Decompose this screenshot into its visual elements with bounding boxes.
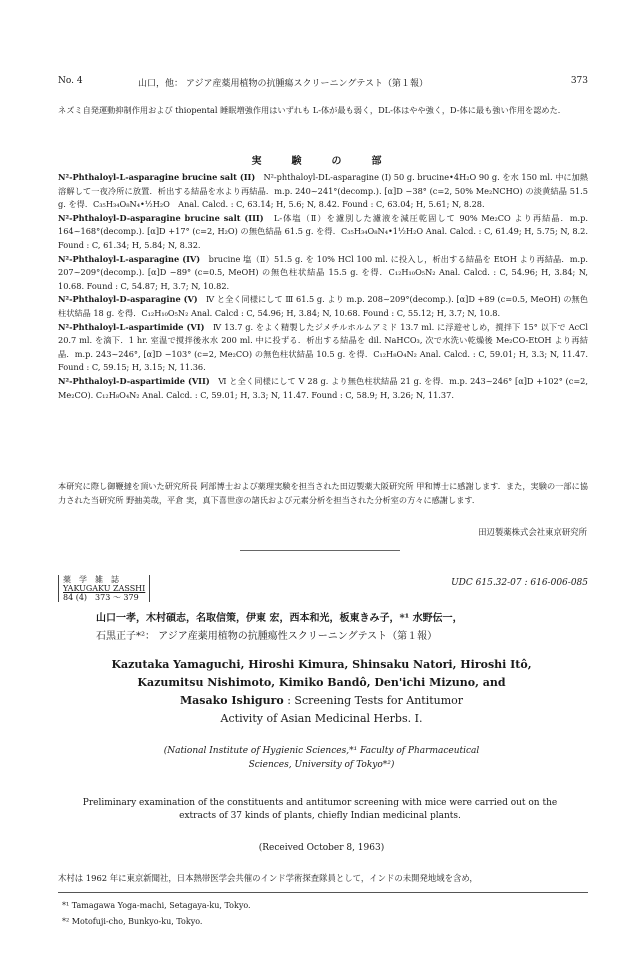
compound-title: N²-Phthaloyl-D-asparagine brucine salt (III) [58,212,264,223]
section-divider [240,550,400,551]
journal-name-jp: 薬 学 雑 誌 [63,575,119,584]
compound-title: N²-Phthaloyl-L-asparagine brucine salt (II) [58,172,256,182]
abstract: Preliminary examination of the constituents and antitumor screening with mice were carried out on the extracts of 37 kinds of plants, chiefly Indian medicinal plants. [82,798,558,821]
compound-procedure: N²-phthaloyl-DL-asparagine (Ⅰ) 50 g. brucine•4H₂O 90 g. を水 150 ml. 中に加熱溶解して一夜冷所に放置．析出する結晶を水より再結晶．m.p. 240~241°(decomp.). [α]D −38° (c=2, 50% Me₂NCHO) の淡黄結晶 51.5 g. を得．C₃₅H₃₄O₈N₄•½H₂O Anal. Calcd. : C, 63.14; H, 5.6; N, 8.42. Found : C, 63.04; H, 5.61; N, 8.28. [58,172,588,210]
affiliation: 田辺製薬株式会社東京研究所 [478,527,587,537]
author-title-line: Masako Ishiguro : Screening Tests for Antitumor [179,694,464,707]
paper-title-en: Screening Tests for Antitumor [294,694,464,707]
previous-paper-conclusion: ネズミ自発運動抑制作用および thiopental 睡眠増強作用はいずれも L-体が最も弱く，DL-体はやや強く，D-体に最も強い作用を認めた． [58,105,566,115]
compound-procedure: brucine 塩（Ⅱ）51.5 g. を 10% HCl 100 ml. に投入し，析出する結晶を EtOH より再結晶．m.p. 207~209°(decomp.). [α]D −89° (c=0.5, MeOH) の無色柱状結晶 15.5 g. を得．C₁₂H₁₀O₅N₂ Anal. Calcd. : C, 54.96; H, 3.84; N, 10.68. Found : C, 54.87; H, 3.7; N, 10.82. [58,253,588,291]
compound-title: N²-Phthaloyl-L-asparagine (IV) [58,253,201,264]
paper-title-en-cont: Activity of Asian Medicinal Herbs. I. [220,712,423,725]
author-names-line: Kazumitsu Nishimoto, Kimiko Bandô, Den'ichi Mizuno, and [137,676,506,689]
section-heading-experimental: 実 験 の 部 [251,156,392,167]
page-number: 373 [570,76,588,86]
compound-procedure: Ⅳ と全く同様にして Ⅲ 61.5 g. より m.p. 208~209°(decomp.). [α]D +89 (c=0.5, MeOH) の無色柱状結晶 18 g. を得．C₁₂H₁₀O₅N₂ Anal. Calcd : C, 54.96; H, 3.84; N, 10.68. Found : C, 55.12; H, 3.7; N, 10.8. [58,294,588,318]
experimental-entry [58,253,588,294]
experimental-entry [58,171,588,212]
experimental-entry [58,375,588,402]
authors-english [0,656,643,728]
compound-title: N²-Phthaloyl-D-asparagine (V) [58,294,198,305]
compound-procedure: Ⅵ と全く同様にして Ⅴ 28 g. より無色柱状結晶 21 g. を得．m.p. 243~246° [α]D +102° (c=2, Me₂CO). C₁₂H₈O₄N₂ Anal. Calcd. : C, 59.01; H, 3.3; N, 11.47. Found : C, 58.9; H, 3.26; N, 11.37. [58,375,588,400]
journal-citation-box [58,575,150,602]
running-title: 山口，他： アジア産薬用植物の抗腫瘍スクリーニングテスト（第１報） [138,79,428,89]
footnote: *¹ Tamagawa Yoga-machi, Setagaya-ku, Tokyo. [62,901,251,910]
authors-jp-line: 山口一孝，木村碩志，名取信策，伊東 宏，西本和光，板東きみ子，*¹ 水野伝一， [96,613,463,624]
last-author: Masako Ishiguro [179,694,284,707]
received-date: (Received October 8, 1963) [258,843,385,853]
compound-title: N²-Phthaloyl-L-aspartimide (VI) [58,321,205,332]
footnote-divider [58,892,588,893]
author-names-line: Kazutaka Yamaguchi, Hiroshi Kimura, Shinsaku Natori, Hiroshi Itô, [111,658,532,671]
authors-jp-title-line: 石黒正子*²： アジア産薬用植物の抗腫瘍性スクリーニングテスト（第１報） [96,631,438,642]
footnote: *² Motofuji-cho, Bunkyo-ku, Tokyo. [62,917,203,926]
udc-classification: UDC 615.32-07 : 616-006-085 [451,578,588,588]
introduction-text: 木村は 1962 年に東京新聞社，日本熱帯医学会共催のインド学術探査隊員として，インドの未開発地域を含め， [58,873,478,883]
institution-line: (National Institute of Hygienic Sciences,*¹ Faculty of Pharmaceutical [163,746,480,756]
institution-line: Sciences, University of Tokyo*²) [248,760,395,770]
experimental-entry [58,321,588,375]
acknowledgement: 本研究に際し御鞭撻を頂いた研究所長 阿部博士および薬理実験を担当された田辺製薬大阪研究所 甲和博士に感謝します．また，実験の一部に協力された当研究所 野抽美哉，平倉 実，真下喜世彦の諸氏および元素分析を担当された分析室の方々に感謝します． [58,481,588,505]
authors-japanese [96,610,546,646]
experimental-entry [58,212,588,253]
compound-title: N²-Phthaloyl-D-aspartimide (VII) [58,375,210,386]
journal-volume-pages: 84 (4) 373 ～ 379 [63,593,139,602]
journal-name-en: YAKUGAKU ZASSHI [63,584,146,593]
compound-procedure: Ⅳ 13.7 g. をよく精製したジメチルホルムアミド 13.7 ml. に浮遊せしめ，撹拌下 15° 以下で AcCl 20.7 ml. を滴下．1 hr. 室温で撹拌後氷水 200 ml. 中に投ずる．析出する結晶を dil. NaHCO₃, 次で水洗い乾燥後 Me₂CO-EtOH より再結晶．m.p. 243~246°, [α]D −103° (c=2, Me₂CO) の無色柱状結晶 10.5 g. を得．C₁₂H₈O₄N₂ Anal. Calcd. : C, 59.01; H, 3.3; N, 11.47. Found : C, 59.15; H, 3.15; N, 11.36. [58,321,588,373]
compound-procedure: L-体塩（Ⅱ）を濾別した濾液を減圧乾固して 90% Me₂CO より再結晶．m.p. 164~168°(decomp.). [α]D +17° (c=2, H₂O) の無色結晶 61.5 g. を得．C₃₅H₃₄O₈N₄•1½H₂O Anal. Calcd. : C, 61.49; H, 5.75; N, 8.2. Found : C, 61.34; H, 5.84; N, 8.32. [58,212,588,250]
experimental-entry [58,293,588,320]
experimental-section [58,171,588,402]
journal-issue-number: No. 4 [58,76,83,86]
institutions [0,744,643,772]
